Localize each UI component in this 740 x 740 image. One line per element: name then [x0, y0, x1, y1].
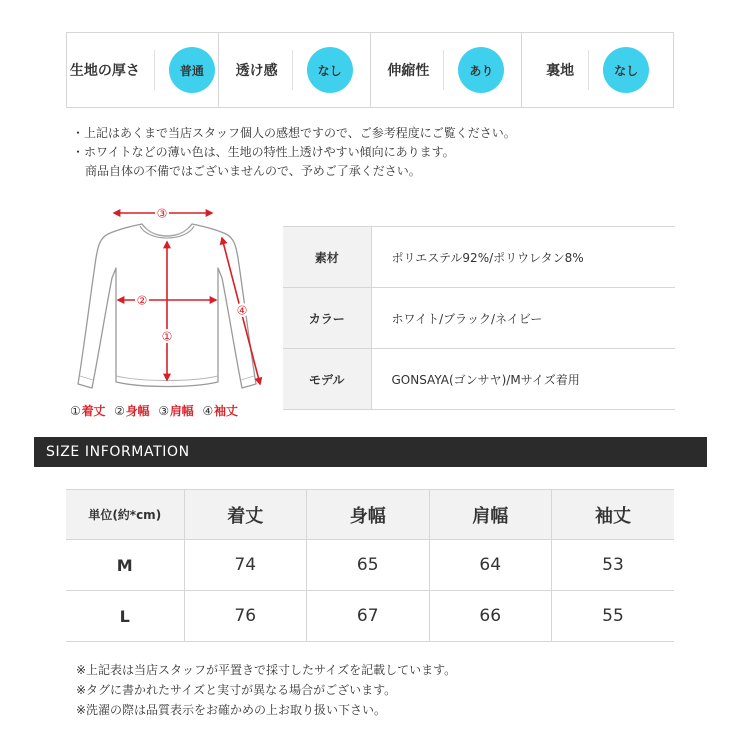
attribute-stretch	[371, 33, 523, 107]
table-cell: 74	[184, 540, 307, 591]
column-header: 身幅	[307, 490, 430, 540]
divider	[443, 50, 444, 90]
attribute-transparency	[219, 33, 371, 107]
marker-shoulder	[155, 206, 169, 221]
column-header: 着丈	[184, 490, 307, 540]
svg-text:②: ②	[136, 293, 148, 308]
attribute-badge: 普通	[169, 47, 215, 93]
material-value: ポリエステル92%/ポリウレタン8%	[371, 227, 675, 288]
table-row	[283, 349, 675, 410]
legend-item: ②身幅	[114, 404, 150, 418]
footer-notes	[76, 660, 456, 720]
attribute-label: 生地の厚さ	[69, 63, 140, 79]
marker-body-length	[160, 329, 174, 344]
table-row	[283, 227, 675, 288]
column-header: 袖丈	[552, 490, 675, 540]
table-cell: 67	[307, 591, 430, 642]
unit-header: 単位(約*cm)	[66, 490, 184, 540]
size-table	[66, 489, 674, 642]
note-line: ※洗濯の際は品質表示をお確かめの上お取り扱い下さい。	[76, 703, 387, 717]
measurement-legend	[70, 402, 243, 419]
legend-item: ③肩幅	[158, 404, 194, 418]
attribute-label: 伸縮性	[387, 63, 430, 79]
color-key: カラー	[283, 288, 371, 349]
attribute-badge: なし	[603, 47, 649, 93]
divider	[588, 50, 589, 90]
size-label: M	[66, 540, 184, 591]
table-cell: 55	[552, 591, 675, 642]
legend-item: ④袖丈	[202, 404, 238, 418]
fabric-attribute-bar	[66, 32, 674, 108]
divider	[292, 50, 293, 90]
table-cell: 76	[184, 591, 307, 642]
divider	[154, 50, 155, 90]
model-value: GONSAYA(ゴンサヤ)/Mサイズ着用	[371, 349, 675, 410]
size-information-header: SIZE INFORMATION	[34, 437, 707, 467]
table-row	[66, 591, 674, 642]
attribute-label: 透け感	[235, 63, 278, 79]
model-key: モデル	[283, 349, 371, 410]
table-row	[283, 288, 675, 349]
note-line: ※上記表は当店スタッフが平置きで採寸したサイズを記載しています。	[76, 663, 457, 677]
garment-measurement-diagram	[62, 198, 274, 424]
attribute-badge: なし	[307, 47, 353, 93]
table-cell: 65	[307, 540, 430, 591]
material-key: 素材	[283, 227, 371, 288]
attribute-badge: あり	[458, 47, 504, 93]
note-line: ・ホワイトなどの薄い色は、生地の特性上透けやすい傾向にあります。	[72, 145, 455, 159]
color-value: ホワイト/ブラック/ネイビー	[371, 288, 675, 349]
note-line: 商品自体の不備ではございませんので、予めご了承ください。	[85, 164, 421, 178]
size-label: L	[66, 591, 184, 642]
table-header-row	[66, 490, 674, 540]
note-line: ・上記はあくまで当店スタッフ個人の感想ですので、ご参考程度にご覧ください。	[72, 126, 516, 140]
material-info-table	[283, 226, 675, 410]
svg-text:①: ①	[161, 329, 173, 344]
svg-text:④: ④	[236, 303, 248, 318]
table-cell: 64	[429, 540, 552, 591]
sweater-illustration	[62, 198, 274, 402]
staff-notes	[72, 124, 516, 181]
column-header: 肩幅	[429, 490, 552, 540]
marker-body-width	[135, 293, 149, 308]
note-line: ※タグに書かれたサイズと実寸が異なる場合がございます。	[76, 683, 397, 697]
table-cell: 66	[429, 591, 552, 642]
table-row	[66, 540, 674, 591]
svg-text:③: ③	[156, 206, 168, 221]
attribute-thickness	[67, 33, 219, 107]
legend-item: ①着丈	[70, 404, 106, 418]
attribute-label: 裏地	[546, 63, 575, 79]
marker-sleeve-length	[235, 303, 249, 318]
table-cell: 53	[552, 540, 675, 591]
attribute-lining	[522, 33, 673, 107]
